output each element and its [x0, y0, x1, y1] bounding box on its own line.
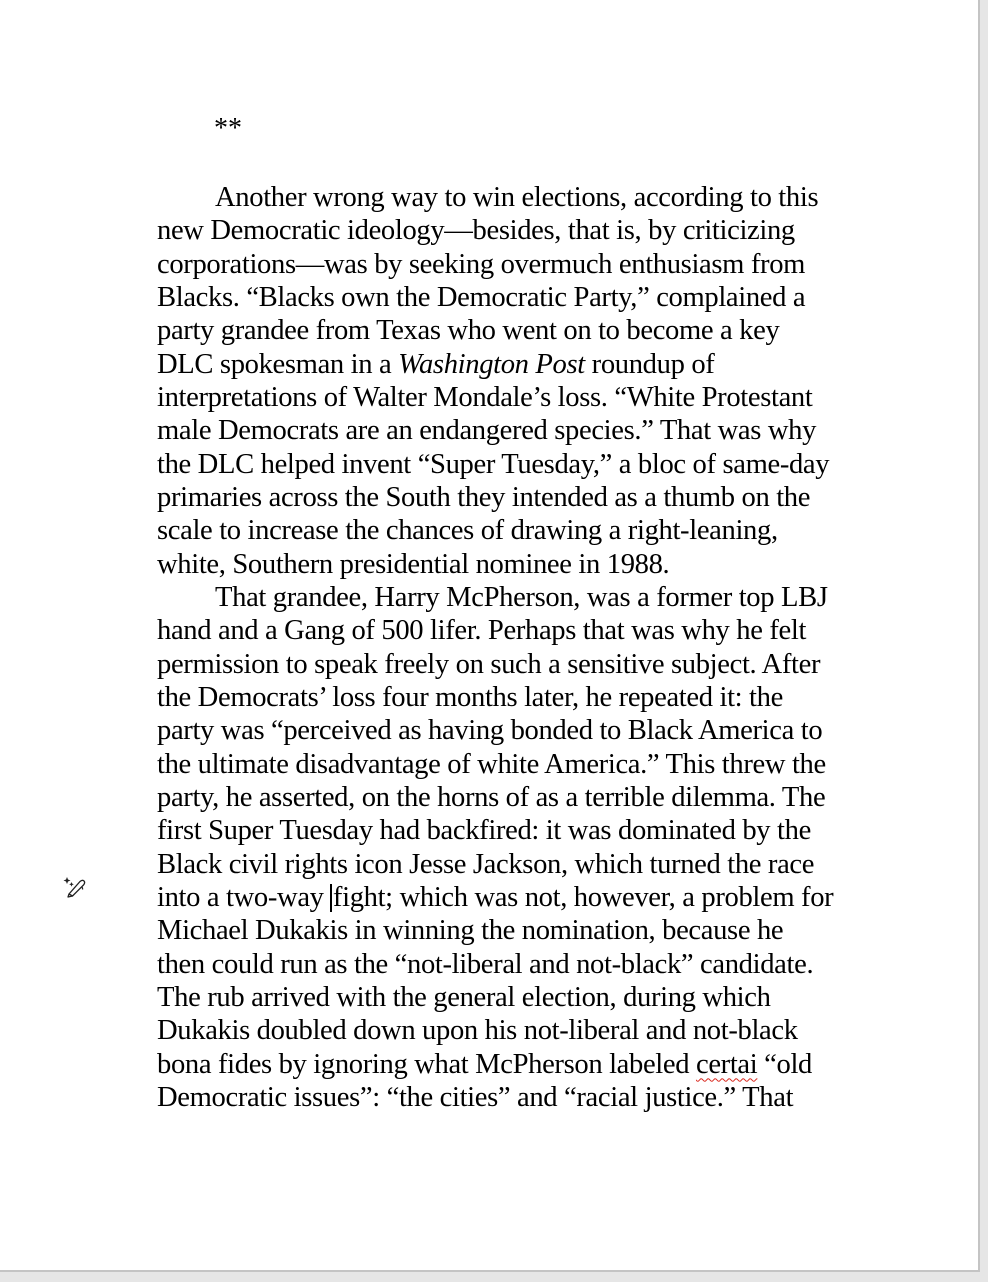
paragraph	[157, 581, 833, 1114]
text-line: party, he asserted, on the horns of as a terrible dilemma. The	[157, 781, 826, 813]
text-line: Michael Dukakis in winning the nomination, because he	[157, 915, 784, 947]
text-line: That grandee, Harry McPherson, was a former top LBJ	[215, 581, 828, 613]
text-line	[157, 1048, 833, 1081]
text-line: white, Southern presidential nominee in 1988.	[157, 548, 670, 580]
section-separator: **	[214, 113, 242, 144]
paragraph	[157, 181, 833, 581]
text-line: interpretations of Walter Mondale’s loss. “White Protestant	[157, 381, 813, 413]
text-line	[157, 348, 833, 381]
text-line: Black civil rights icon Jesse Jackson, which turned the race	[157, 848, 815, 880]
text-line: Blacks. “Blacks own the Democratic Party,” complained a	[157, 281, 806, 313]
text-line: the DLC helped invent “Super Tuesday,” a bloc of same-day	[157, 448, 830, 480]
text-line: the ultimate disadvantage of white America.” This threw the	[157, 748, 826, 780]
text-line: the Democrats’ loss four months later, he repeated it: the	[157, 681, 783, 713]
text-line: Dukakis doubled down upon his not-liberal and not-black	[157, 1015, 798, 1047]
text-line: Democratic issues”: “the cities” and “racial justice.” That	[157, 1081, 794, 1113]
text-line: male Democrats are an endangered species.” That was why	[157, 415, 817, 447]
italic-title: Washington Post	[398, 348, 585, 380]
text-run: into a two-way	[157, 881, 331, 913]
text-run: bona fides by ignoring what McPherson labeled	[157, 1048, 696, 1080]
text-run: fight; which was not, however, a problem for	[332, 881, 834, 913]
document-body[interactable]	[157, 181, 833, 1114]
text-line: party was “perceived as having bonded to Black America to	[157, 715, 823, 747]
text-line: first Super Tuesday had backfired: it was dominated by the	[157, 815, 811, 847]
text-line: party grandee from Texas who went on to become a key	[157, 315, 780, 347]
text-line: permission to speak freely on such a sensitive subject. After	[157, 648, 821, 680]
text-line: Another wrong way to win elections, according to this	[215, 182, 819, 213]
text-line: scale to increase the chances of drawing a right-leaning,	[157, 515, 778, 547]
text-run: DLC spokesman in a	[157, 348, 399, 380]
text-line: hand and a Gang of 500 lifer. Perhaps that was why he felt	[157, 615, 807, 647]
text-line: new Democratic ideology—besides, that is, by criticizing	[157, 215, 795, 247]
text-line	[157, 881, 833, 914]
misspelled-word[interactable]: certai	[695, 1048, 758, 1080]
text-run: roundup of	[584, 348, 715, 380]
text-line: primaries across the South they intended as a thumb on the	[157, 481, 811, 513]
text-cursor	[330, 884, 332, 912]
magic-pen-icon-graphic	[63, 874, 87, 898]
magic-pen-icon[interactable]	[63, 874, 87, 898]
text-run: “old	[757, 1048, 813, 1080]
text-line: corporations—was by seeking overmuch enthusiasm from	[157, 248, 806, 280]
text-line: The rub arrived with the general election, during which	[157, 981, 771, 1013]
text-line: then could run as the “not-liberal and not-black” candidate.	[157, 948, 814, 980]
